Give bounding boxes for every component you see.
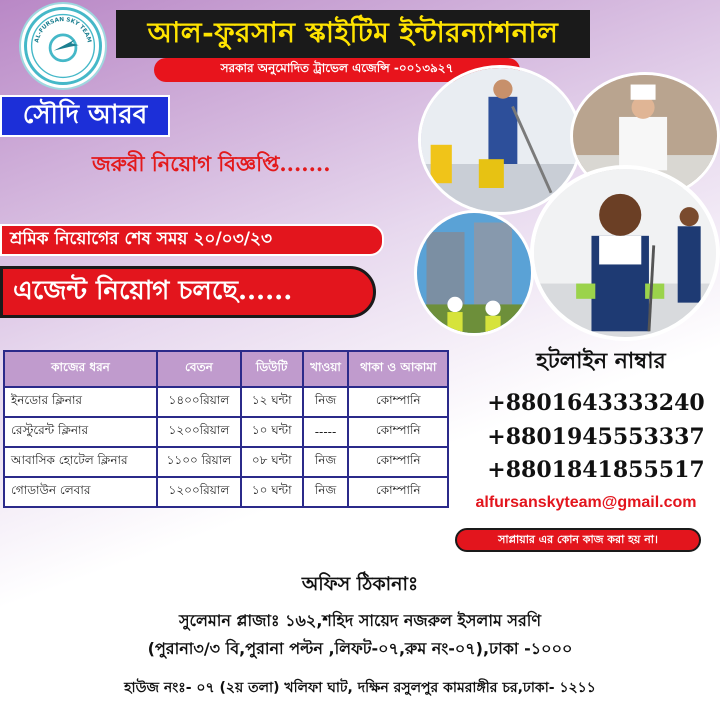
urgent-notice: জরুরী নিয়োগ বিজ্ঞপ্তি.......: [92, 151, 331, 176]
agent-recruitment-banner: [0, 266, 376, 318]
supplier-note-banner: [455, 528, 701, 552]
table-row: [4, 447, 448, 477]
office-address-line-1: সুলেমান প্লাজাঃ ১৬২,শহিদ সায়েদ নজরুল ইসলাম সরণি: [178, 611, 542, 630]
agency-title-banner: [116, 10, 590, 58]
agency-license: সরকার অনুমোদিত ট্রাভেল এজেন্সি -০০১৩৯২৭: [220, 61, 454, 75]
phone-number[interactable]: +8801841855517: [487, 457, 705, 483]
country-label: সৌদি আরব: [22, 100, 148, 130]
supplier-note: সাপ্লায়ার এর কোন কাজ করা হয় না।: [498, 532, 658, 546]
agent-recruitment-text: এজেন্ট নিয়োগ চলছে......: [13, 276, 293, 306]
header-accommodation: থাকা ও আকামা: [348, 351, 448, 387]
agency-title: আল-ফুরসান স্কাইটিম ইন্টারন্যাশনাল: [147, 15, 559, 49]
country-banner: [0, 95, 170, 137]
worker-photo: [530, 165, 720, 341]
phone-number[interactable]: +8801643333240: [487, 390, 705, 416]
phone-number[interactable]: +8801945553337: [487, 424, 705, 450]
table-row: [4, 417, 448, 447]
cell-salary: ১২০০রিয়াল: [157, 477, 241, 507]
header-job-type: কাজের ধরন: [4, 351, 157, 387]
cell-accommodation: কোম্পানি: [348, 447, 448, 477]
office-address-line-3: হাউজ নংঃ- ০৭ (২য় তলা) খলিফা ঘাট, দক্ষিন রসুলপুর কামরাঙ্গীর চর,ঢাকা- ১২১১: [124, 680, 596, 696]
cell-duty: ১২ ঘন্টা: [241, 387, 303, 417]
cell-accommodation: কোম্পানি: [348, 477, 448, 507]
cell-job-type: আবাসিক হোটেল ক্লিনার: [4, 447, 157, 477]
construction-photo: [414, 210, 534, 336]
cell-food: নিজ: [303, 477, 349, 507]
cell-accommodation: কোম্পানি: [348, 417, 448, 447]
cell-salary: ১৪০০রিয়াল: [157, 387, 241, 417]
office-address-line-2: (পুরানা৩/৩ বি,পুরানা পল্টন ,লিফট-০৭,রুম নং-০৭),ঢাকা -১০০০: [147, 639, 573, 658]
job-table: [3, 350, 449, 508]
table-row: [4, 387, 448, 417]
cell-job-type: গোডাউন লেবার: [4, 477, 157, 507]
header-food: খাওয়া: [303, 351, 349, 387]
cell-food: -----: [303, 417, 349, 447]
cell-food: নিজ: [303, 387, 349, 417]
logo-text: AL-FURSAN SKY TEAM: [34, 16, 92, 44]
cell-salary: ১১০০ রিয়াল: [157, 447, 241, 477]
cell-food: নিজ: [303, 447, 349, 477]
table-row: [4, 477, 448, 507]
cell-job-type: ইনডোর ক্লিনার: [4, 387, 157, 417]
cell-accommodation: কোম্পানি: [348, 387, 448, 417]
table-header-row: [4, 351, 448, 387]
cell-job-type: রেস্টুরেন্ট ক্লিনার: [4, 417, 157, 447]
hotline-title: হটলাইন নাম্বার: [536, 348, 666, 374]
header-salary: বেতন: [157, 351, 241, 387]
deadline-banner: [0, 224, 384, 256]
cell-duty: ০৮ ঘন্টা: [241, 447, 303, 477]
office-title: অফিস ঠিকানাঃ: [301, 573, 419, 595]
logo-icon: [24, 7, 102, 85]
email-link[interactable]: alfursanskyteam@gmail.com: [475, 494, 697, 511]
deadline-text: শ্রমিক নিয়োগের শেষ সময় ২০/০৩/২৩: [10, 229, 273, 249]
cell-salary: ১২০০রিয়াল: [157, 417, 241, 447]
header-duty: ডিউটি: [241, 351, 303, 387]
cell-duty: ১০ ঘন্টা: [241, 417, 303, 447]
cell-duty: ১০ ঘন্টা: [241, 477, 303, 507]
